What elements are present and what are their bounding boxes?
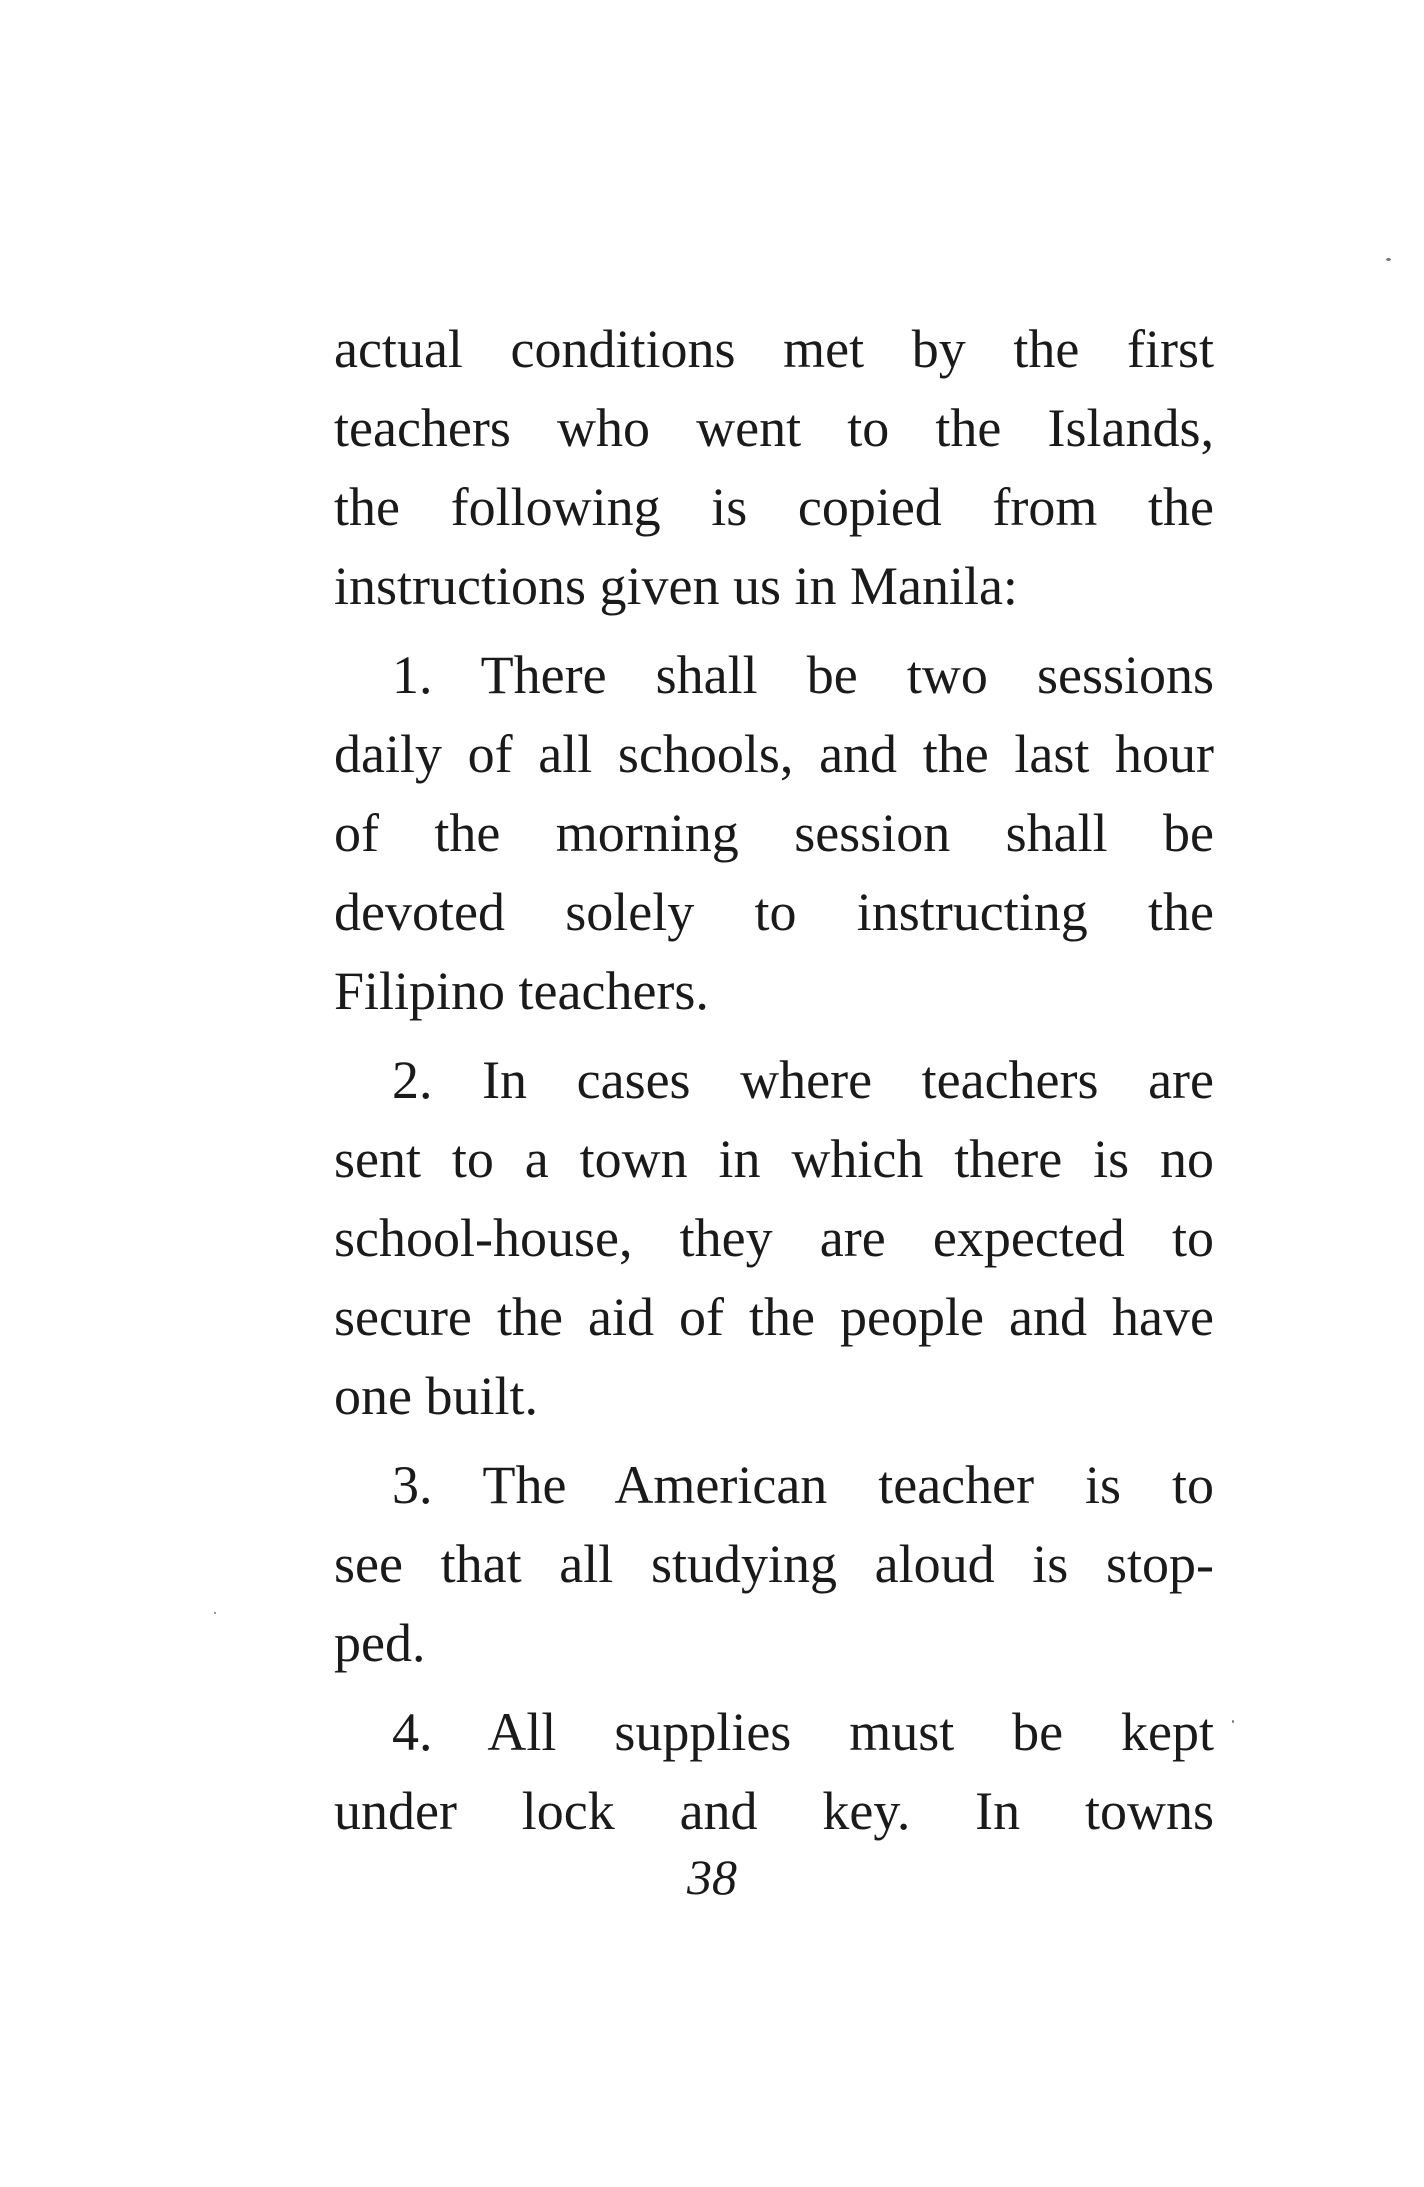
paper-speck [214,1612,216,1614]
text-line: sent to a town in which there is no [334,1129,1214,1189]
text-line: school-house, they are expected to [334,1208,1214,1268]
text-line: daily of all schools, and the last hour [334,724,1214,784]
text-line: 3. The American teacher is to [392,1455,1214,1515]
paper-speck [1386,258,1391,261]
text-line: instructions given us in Manila: [334,556,1018,616]
instruction-item-2 [334,1041,1214,1436]
body-text [334,310,1214,1851]
text-line: ped. [334,1613,426,1673]
text-line: under lock and key. In towns [334,1781,1214,1841]
text-line: actual conditions met by the first [334,319,1214,379]
text-line: Filipino teachers. [334,961,709,1021]
instruction-item-1 [334,636,1214,1031]
text-line: 2. In cases where teachers are [392,1050,1214,1110]
text-line: one built. [334,1366,538,1426]
intro-paragraph [334,310,1214,626]
instruction-item-3 [334,1446,1214,1683]
text-line: teachers who went to the Islands, [334,398,1214,458]
text-line: 4. All supplies must be kept [392,1702,1214,1762]
instruction-item-4 [334,1693,1214,1851]
text-line: of the morning session shall be [334,803,1214,863]
text-line: 1. There shall be two sessions [392,645,1214,705]
page-number: 38 [687,1849,737,1905]
text-line: the following is copied from the [334,477,1214,537]
text-line: secure the aid of the people and have [334,1287,1214,1347]
text-line: devoted solely to instructing the [334,882,1214,942]
paper-speck [1232,1720,1234,1723]
text-line: see that all studying aloud is stop- [334,1534,1214,1594]
